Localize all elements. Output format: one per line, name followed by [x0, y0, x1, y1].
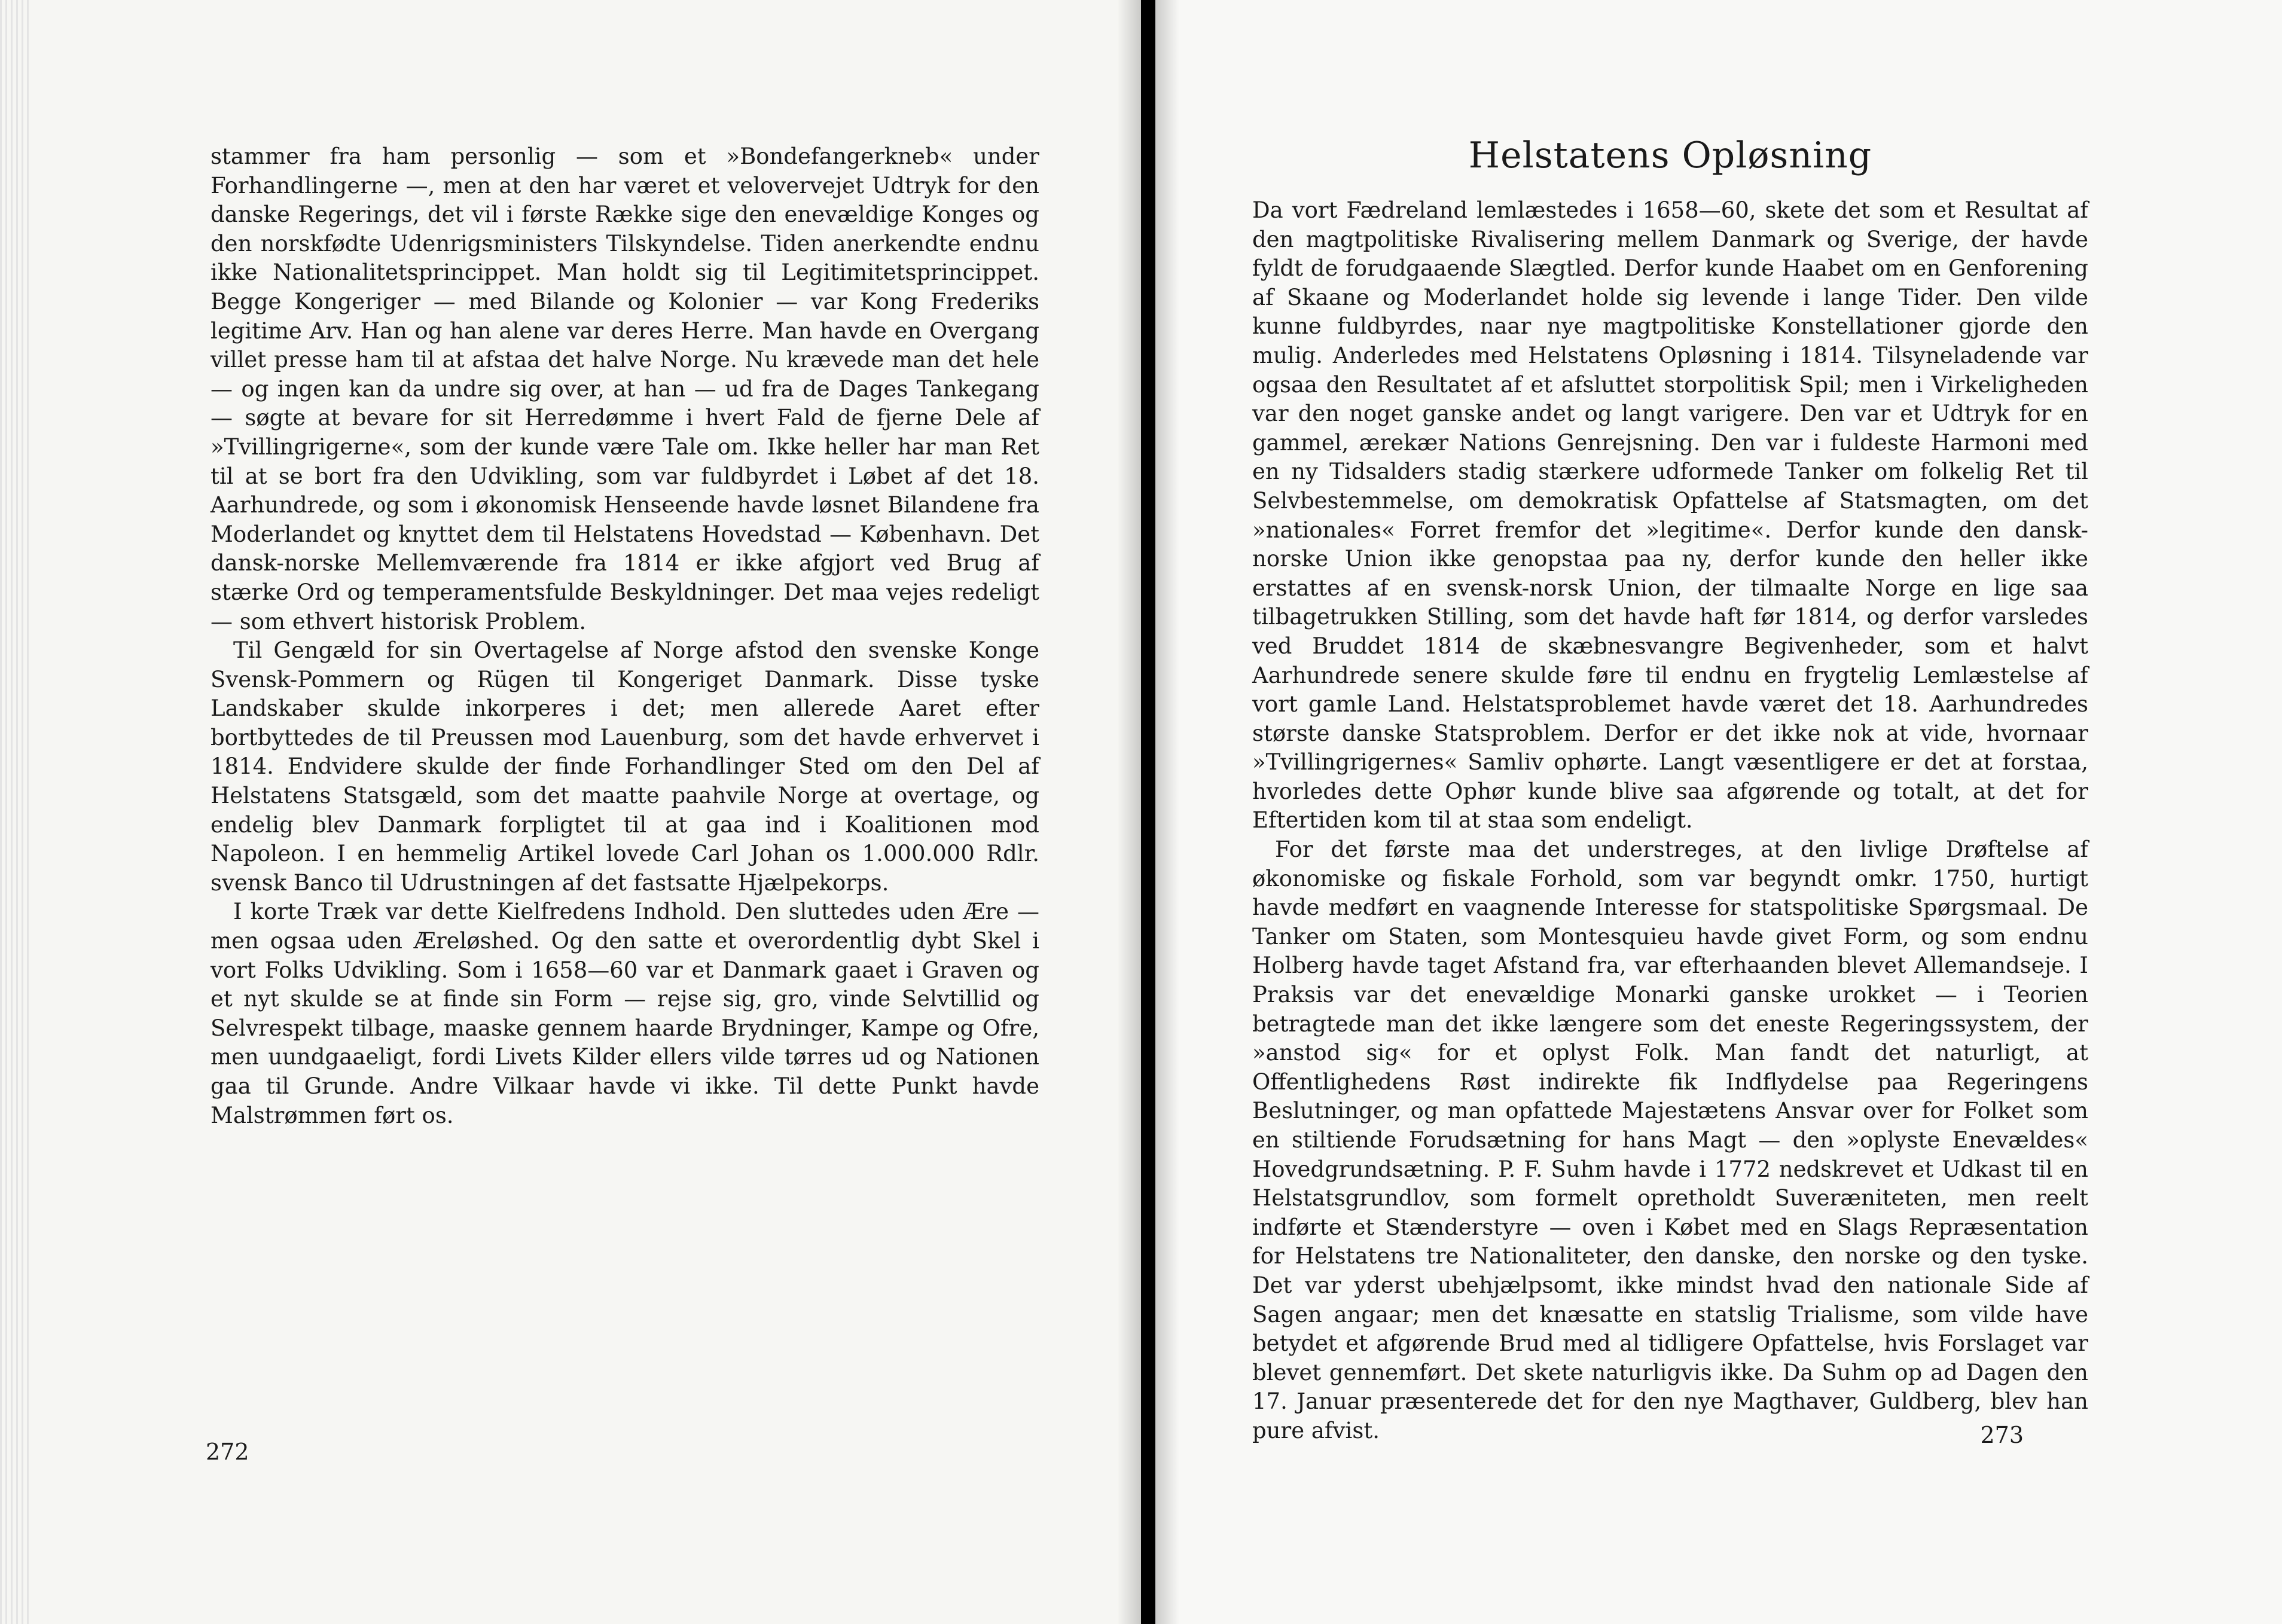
- spine-shadow: [1117, 0, 1141, 1624]
- right-page: [1155, 0, 2282, 1624]
- paragraph: stammer fra ham personlig — som et »Bondefangerkneb« under Forhandlingerne —, men at den har været et velovervejet Udtryk for den danske Regerings, det vil i første Række sige den enevældige Konges og den norskfødte Udenrigsministers Tilskyndelse. Tiden anerkendte endnu ikke Nationalitetsprincippet. Man holdt sig til Legitimitetsprincippet. Begge Kongeriger — med Bilande og Kolonier — var Kong Frederiks legitime Arv. Han og han alene var deres Herre. Man havde en Overgang villet presse ham til at afstaa det halve Norge. Nu krævede man det hele — og ingen kan da undre sig over, at han — ud fra de Dages Tankegang — søgte at bevare for sit Herredømme i hvert Fald de fjerne Dele af »Tvillingrigerne«, som der kunde være Tale om. Ikke heller har man Ret til at se bort fra den Udvikling, som var fuldbyrdet i Løbet af det 18. Aarhundrede, og som i økonomisk Henseende havde løsnet Bilandene fra Moderlandet og knyttet dem til Helstatens Hovedstad — København. Det dansk-norske Mellemværende fra 1814 er ikke afgjort ved Brug af stærke Ord og temperamentsfulde Beskyldninger. Det maa vejes redeligt — som ethvert historisk Problem.: [210, 144, 1039, 634]
- page-edge-stack: [0, 0, 30, 1624]
- left-page-body: [210, 142, 1039, 1130]
- paragraph: Da vort Fædreland lemlæstedes i 1658—60, skete det som et Resultat af den magtpolitiske Rivalisering mellem Danmark og Sverige, der havde fyldt de forudgaaende Slægtled. Derfor kunde Haabet om en Genforening af Skaane og Moderlandet holde sig levende i lange Tider. Den vilde kunne fuldbyrdes, naar nye magtpolitiske Konstellationer gjorde den mulig. Anderledes med Helstatens Opløsning i 1814. Tilsyneladende var ogsaa den Resultatet af et afsluttet storpolitisk Spil; men i Virkeligheden var den noget ganske andet og langt varigere. Den var et Udtryk for en gammel, ærekær Nations Genrejsning. Den var i fuldeste Harmoni med en ny Tidsalders stadig stærkere udformede Tanker om folkelig Ret til Selvbestemmelse, om demokratisk Opfattelse af Statsmagten, om det »nationales« Forret fremfor det »legitime«. Derfor kunde den dansk-norske Union ikke genopstaa paa ny, derfor kunde den heller ikke erstattes af en svensk-norsk Union, der tilmaalte Norge en lige saa tilbagetrukken Stilling, som det havde haft før 1814, og derfor varsledes ved Bruddet 1814 de skæbnesvangre Begivenheder, som et halvt Aarhundrede senere skulde føre til endnu en frygtelig Lemlæstelse af vort gamle Land. Helstatsproblemet havde været det 18. Aarhundredes største danske Statsproblem. Derfor er det ikke nok at vide, hvornaar »Tvillingrigernes« Samliv ophørte. Langt væsentligere er det at forstaa, hvorledes dette Ophør kunde blive saa afgørende og totalt, at det for Eftertiden kom til at staa som endeligt.: [1252, 197, 2088, 834]
- paragraph: For det første maa det understreges, at den livlige Drøftelse af økonomiske og fiskale Forhold, som var begyndt omkr. 1750, hurtigt havde medført en vaagnende Interesse for statspolitiske Spørgsmaal. De Tanker om Staten, som Montesquieu havde givet Form, og som endnu Holberg havde taget Afstand fra, var efterhaanden blevet Allemandseje. I Praksis var det enevældige Monarki ganske urokket — i Teorien betragtede man det ikke længere som det eneste Regeringssystem, der »anstod sig« for et oplyst Folk. Man fandt det naturligt, at Offentlighedens Røst indirekte fik Indflydelse paa Regeringens Beslutninger, og man opfattede Majestætens Ansvar over for Folket som en stiltiende Forudsætning for hans Magt — den »oplyste Enevældes« Hovedgrundsætning. P. F. Suhm havde i 1772 nedskrevet et Udkast til en Helstatsgrundlov, som formelt opretholdt Suveræniteten, men reelt indførte et Stænderstyre — oven i Købet med en Slags Repræsentation for Helstatens tre Nationaliteter, den danske, den norske og den tyske. Det var yderst ubehjælpsomt, ikke mindst hvad den nationale Side af Sagen angaar; men det knæsatte en statslig Trialisme, som vilde have betydet et afgørende Brud med al tidligere Opfattelse, hvis Forslaget var blevet gennemført. Det skete naturligvis ikke. Da Suhm op ad Dagen den 17. Januar præsenterede det for den nye Magthaver, Guldberg, blev han pure afvist.: [1252, 837, 2088, 1443]
- spine-shadow: [1155, 0, 1179, 1624]
- paragraph: I korte Træk var dette Kielfredens Indhold. Den sluttedes uden Ære — men ogsaa uden Æreløshed. Og den satte et overordentlig dybt Skel i vort Folks Udvikling. Som i 1658—60 var et Danmark gaaet i Graven og et nyt skulde se at finde sin Form — rejse sig, gro, vinde Selvtillid og Selvrespekt tilbage, maaske gennem haarde Brydninger, Kampe og Ofre, men uundgaaeligt, fordi Livets Kilder ellers vilde tørres ud og Nationen gaa til Grunde. Andre Vilkaar havde vi ikke. Til dette Punkt havde Malstrømmen ført os.: [210, 899, 1039, 1128]
- chapter-title: Helstatens Opløsning: [1468, 135, 1872, 176]
- page-number: 272: [206, 1439, 249, 1465]
- paragraph: Til Gengæld for sin Overtagelse af Norge afstod den svenske Konge Svensk-Pommern og Rügen til Kongeriget Danmark. Disse tyske Landskaber skulde inkorperes i det; men allerede Aaret efter bortbyttedes de til Preussen mod Lauenburg, som det havde erhvervet i 1814. Endvidere skulde der finde Forhandlinger Sted om den Del af Helstatens Statsgæld, som det maatte paahvile Norge at overtage, og endelig blev Danmark forpligtet til at gaa ind i Koalitionen mod Napoleon. I en hemmelig Artikel lovede Carl Johan os 1.000.000 Rdlr. svensk Banco til Udrustningen af det fastsatte Hjælpekorps.: [210, 637, 1039, 896]
- right-page-body: [1252, 136, 2088, 1446]
- page-number: 273: [1980, 1422, 2024, 1448]
